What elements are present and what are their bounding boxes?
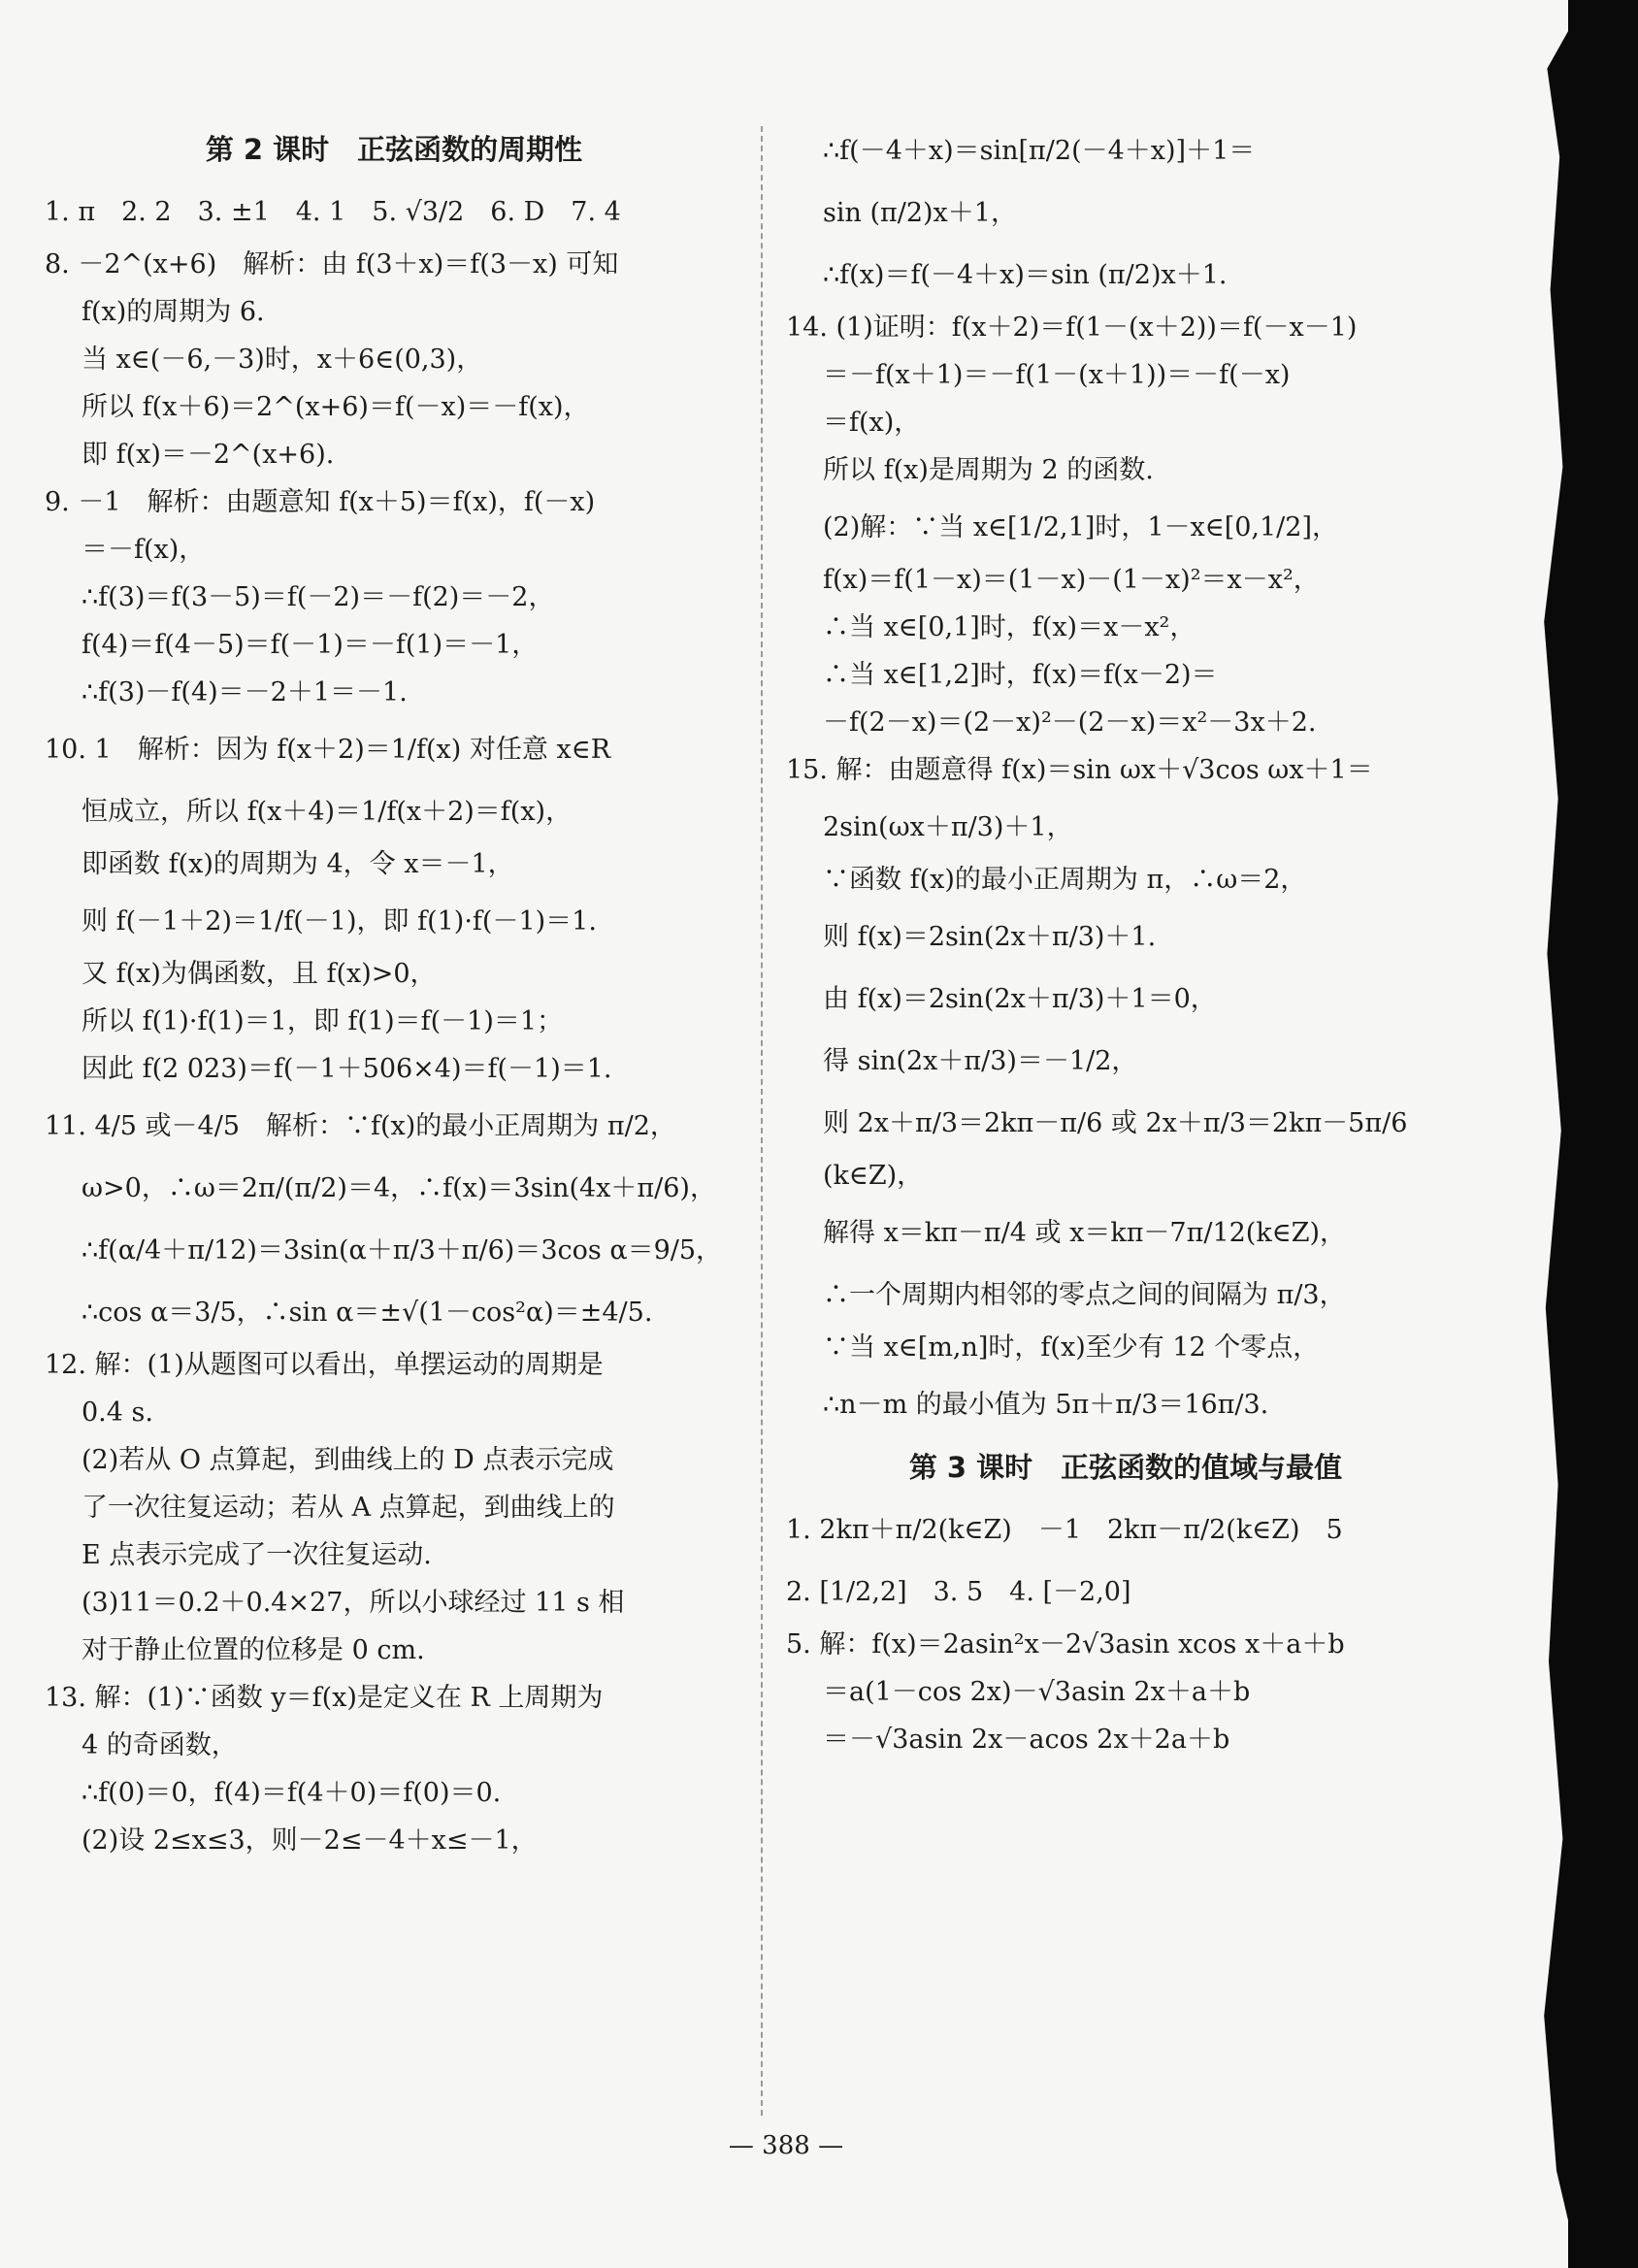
answer-line: 当 x∈(－6,－3)时，x＋6∈(0,3)， bbox=[82, 345, 483, 375]
answer-line: 0.4 s. bbox=[82, 1397, 153, 1428]
answer-line: 恒成立，所以 f(x＋4)＝1/f(x＋2)＝f(x)， bbox=[82, 797, 573, 827]
section-title-lesson-2: 第 2 课时 正弦函数的周期性 bbox=[205, 133, 583, 166]
right-column bbox=[786, 124, 1465, 1770]
answer-line: (k∈Z)， bbox=[823, 1161, 924, 1191]
answer-line: ∴cos α＝3/5，∴sin α＝±√(1－cos²α)＝±4/5. bbox=[82, 1298, 653, 1328]
answer-line: 则 2x＋π/3＝2kπ－π/6 或 2x＋π/3＝2kπ－5π/6 bbox=[823, 1108, 1408, 1138]
answer-line: f(x)＝f(1－x)＝(1－x)－(1－x)²＝x－x²， bbox=[823, 565, 1320, 595]
answer-line: ∵函数 f(x)的最小正周期为 π，∴ω＝2， bbox=[823, 865, 1307, 895]
answer-line: 2. [1/2,2] 3. 5 4. [－2,0] bbox=[786, 1577, 1131, 1607]
answer-line: 所以 f(x＋6)＝2^(x+6)＝f(－x)＝－f(x)， bbox=[82, 392, 590, 422]
answer-line: ∴当 x∈[1,2]时，f(x)＝f(x－2)＝ bbox=[823, 660, 1218, 690]
answer-line: E 点表示完成了一次往复运动. bbox=[82, 1540, 432, 1570]
answer-line: 对于静止位置的位移是 0 cm. bbox=[82, 1635, 425, 1665]
answer-line: 11. 4/5 或－4/5 解析：∵f(x)的最小正周期为 π/2， bbox=[45, 1111, 676, 1141]
answer-line: 即函数 f(x)的周期为 4，令 x＝－1， bbox=[82, 849, 514, 879]
answer-line: 8. －2^(x+6) 解析：由 f(3＋x)＝f(3－x) 可知 bbox=[45, 249, 619, 279]
answer-line: ω>0，∴ω＝2π/(π/2)＝4，∴f(x)＝3sin(4x＋π/6)， bbox=[82, 1173, 716, 1203]
answer-line: 13. 解：(1)∵函数 y＝f(x)是定义在 R 上周期为 bbox=[45, 1683, 604, 1713]
page-number: — 388 — bbox=[728, 2131, 844, 2160]
answer-line: 14. (1)证明：f(x＋2)＝f(1－(x＋2))＝f(－x－1) bbox=[786, 312, 1358, 343]
answer-line: 12. 解：(1)从题图可以看出，单摆运动的周期是 bbox=[45, 1350, 604, 1380]
answer-line: 则 f(x)＝2sin(2x＋π/3)＋1. bbox=[823, 922, 1157, 952]
answer-line: 9. －1 解析：由题意知 f(x＋5)＝f(x)，f(－x) bbox=[45, 487, 596, 517]
right-answer-lines bbox=[786, 124, 1465, 1432]
answer-line: f(x)的周期为 6. bbox=[82, 297, 265, 327]
answer-line: ∵当 x∈[m,n]时，f(x)至少有 12 个零点， bbox=[823, 1332, 1320, 1363]
answer-line: 2sin(ωx＋π/3)＋1， bbox=[823, 812, 1073, 842]
answer-line: f(4)＝f(4－5)＝f(－1)＝－f(1)＝－1， bbox=[82, 630, 539, 660]
answer-line: ∴f(－4＋x)＝sin[π/2(－4＋x)]＋1＝ bbox=[823, 136, 1256, 166]
answer-line: 4 的奇函数， bbox=[82, 1730, 238, 1760]
answer-line: sin (π/2)x＋1， bbox=[823, 198, 1017, 228]
answer-line: 又 f(x)为偶函数，且 f(x)>0， bbox=[82, 959, 437, 989]
answer-line: ∴f(α/4＋π/12)＝3sin(α＋π/3＋π/6)＝3cos α＝9/5， bbox=[82, 1235, 723, 1265]
answer-line: 1. 2kπ＋π/2(k∈Z) －1 2kπ－π/2(k∈Z) 5 bbox=[786, 1515, 1343, 1545]
answer-line: 了一次往复运动；若从 A 点算起，到曲线上的 bbox=[82, 1493, 615, 1523]
left-column bbox=[45, 115, 743, 1871]
answer-line: ∴一个周期内相邻的零点之间的间隔为 π/3， bbox=[823, 1280, 1346, 1310]
answer-line: ∴f(0)＝0，f(4)＝f(4＋0)＝f(0)＝0. bbox=[82, 1778, 502, 1808]
lesson-3-answer-lines bbox=[786, 1503, 1465, 1758]
answer-line: 1. π 2. 2 3. ±1 4. 1 5. √3/2 6. D 7. 4 bbox=[45, 197, 621, 227]
answer-line: ∴当 x∈[0,1]时，f(x)＝x－x²， bbox=[823, 612, 1196, 642]
answer-line: ＝f(x)， bbox=[823, 408, 921, 438]
scan-dark-edge bbox=[1568, 0, 1638, 2268]
section-title-lesson-3: 第 3 课时 正弦函数的值域与最值 bbox=[908, 1451, 1343, 1484]
answer-line: ∴n－m 的最小值为 5π＋π/3＝16π/3. bbox=[823, 1390, 1269, 1420]
answer-line: (2)解：∵当 x∈[1/2,1]时，1－x∈[0,1/2]， bbox=[823, 512, 1338, 542]
answer-line: 即 f(x)＝－2^(x+6). bbox=[82, 440, 335, 470]
column-divider bbox=[761, 126, 763, 2116]
answer-line: ＝－√3asin 2x－acos 2x＋2a＋b bbox=[823, 1725, 1230, 1755]
answer-line: 5. 解：f(x)＝2asin²x－2√3asin xcos x＋a＋b bbox=[786, 1629, 1345, 1660]
answer-line: ∴f(3)＝f(3－5)＝f(－2)＝－f(2)＝－2， bbox=[82, 582, 555, 612]
answer-line: (2)若从 O 点算起，到曲线上的 D 点表示完成 bbox=[82, 1445, 614, 1475]
answer-line: 15. 解：由题意得 f(x)＝sin ωx＋√3cos ωx＋1＝ bbox=[786, 755, 1373, 785]
answer-line: 得 sin(2x＋π/3)＝－1/2， bbox=[823, 1046, 1138, 1076]
answer-line: ＝a(1－cos 2x)－√3asin 2x＋a＋b bbox=[823, 1677, 1251, 1707]
answer-line: (2)设 2≤x≤3，则－2≤－4＋x≤－1， bbox=[82, 1825, 538, 1856]
answer-line: 10. 1 解析：因为 f(x＋2)＝1/f(x) 对任意 x∈R bbox=[45, 735, 611, 765]
left-answer-lines bbox=[45, 185, 743, 1858]
answer-line: 则 f(－1＋2)＝1/f(－1)，即 f(1)·f(－1)＝1. bbox=[82, 906, 597, 937]
answer-line: (3)11＝0.2＋0.4×27，所以小球经过 11 s 相 bbox=[82, 1588, 625, 1618]
answer-line: 所以 f(x)是周期为 2 的函数. bbox=[823, 455, 1154, 485]
answer-line: －f(2－x)＝(2－x)²－(2－x)＝x²－3x＋2. bbox=[823, 707, 1317, 738]
answer-line: 因此 f(2 023)＝f(－1＋506×4)＝f(－1)＝1. bbox=[82, 1054, 612, 1084]
answer-line: 解得 x＝kπ－π/4 或 x＝kπ－7π/12(k∈Z)， bbox=[823, 1218, 1346, 1248]
answer-line: ∴f(3)－f(4)＝－2＋1＝－1. bbox=[82, 677, 408, 707]
answer-line: ∴f(x)＝f(－4＋x)＝sin (π/2)x＋1. bbox=[823, 260, 1228, 290]
answer-line: 由 f(x)＝2sin(2x＋π/3)＋1＝0， bbox=[823, 984, 1217, 1014]
answer-line: ＝－f(x＋1)＝－f(1－(x＋1))＝－f(－x) bbox=[823, 360, 1291, 390]
answer-line: ＝－f(x)， bbox=[82, 535, 206, 565]
answer-line: 所以 f(1)·f(1)＝1，即 f(1)＝f(－1)＝1； bbox=[82, 1006, 564, 1036]
